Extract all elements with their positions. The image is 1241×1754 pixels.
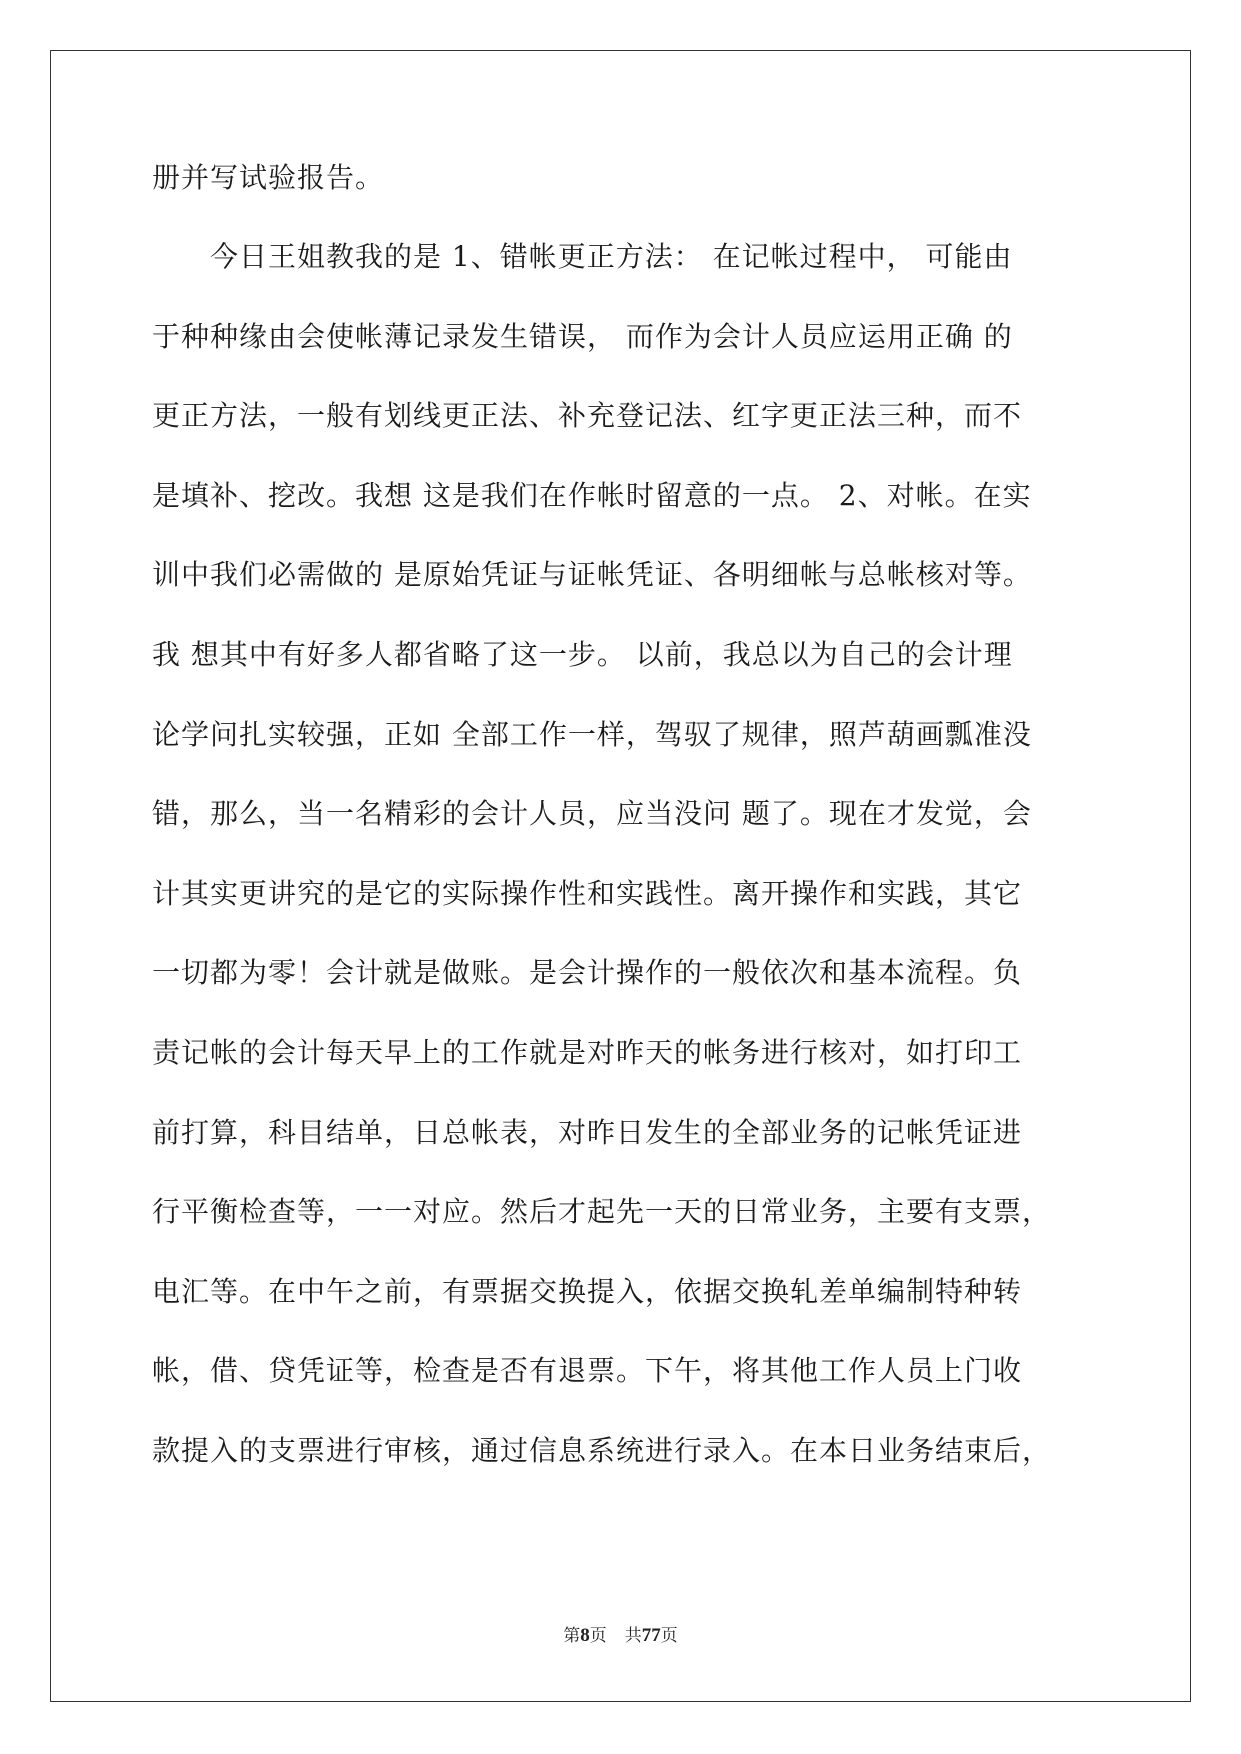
page-footer xyxy=(0,1621,1241,1647)
text-line: 一切都为零！会计就是做账。是会计操作的一般依次和基本流程。负 xyxy=(152,956,1023,990)
total-prefix: 共 xyxy=(624,1626,642,1646)
body-text xyxy=(152,158,1092,1511)
total-suffix: 页 xyxy=(660,1626,678,1646)
text-line: 是填补、挖改。我想 这是我们在作帐时留意的一点。 2、对帐。在实 xyxy=(152,478,1032,512)
text-line: 责记帐的会计每天早上的工作就是对昨天的帐务进行核对，如打印工 xyxy=(152,1035,1023,1069)
text-line: 前打算，科目结单，日总帐表，对昨日发生的全部业务的记帐凭证进 xyxy=(152,1115,1023,1149)
text-line: 我 想其中有好多人都省略了这一步。 以前，我总以为自己的会计理 xyxy=(152,637,1013,671)
page-number: 8 xyxy=(580,1625,590,1646)
text-line: 款提入的支票进行审核，通过信息系统进行录入。在本日业务结束后， xyxy=(152,1433,1052,1467)
text-line: 论学问扎实较强，正如 全部工作一样，驾驭了规律，照芦葫画瓢准没 xyxy=(152,717,1032,751)
text-line: 错，那么，当一名精彩的会计人员，应当没问 题了。现在才发觉，会 xyxy=(152,797,1032,831)
text-line: 册并写试验报告。 xyxy=(152,161,385,194)
text-line: 电汇等。在中午之前，有票据交换提入，依据交换轧差单编制特种转 xyxy=(152,1274,1023,1308)
text-line: 帐，借、贷凭证等，检查是否有退票。下午，将其他工作人员上门收 xyxy=(152,1354,1023,1388)
text-line: 计其实更讲究的是它的实际操作性和实践性。离开操作和实践，其它 xyxy=(152,876,1023,910)
page-suffix: 页 xyxy=(589,1626,607,1646)
total-pages: 77 xyxy=(641,1625,661,1646)
text-line: 更正方法，一般有划线更正法、补充登记法、红字更正法三种，而不 xyxy=(152,399,1023,433)
text-line: 于种种缘由会使帐薄记录发生错误， 而作为会计人员应运用正确 的 xyxy=(152,319,1013,353)
page-prefix: 第 xyxy=(563,1626,581,1646)
text-line: 训中我们必需做的 是原始凭证与证帐凭证、各明细帐与总帐核对等。 xyxy=(152,558,1032,592)
text-line: 行平衡检查等，一一对应。然后才起先一天的日常业务，主要有支票， xyxy=(152,1195,1052,1229)
text-line: 今日王姐教我的是 1、错帐更正方法： 在记帐过程中， 可能由 xyxy=(152,240,1013,273)
